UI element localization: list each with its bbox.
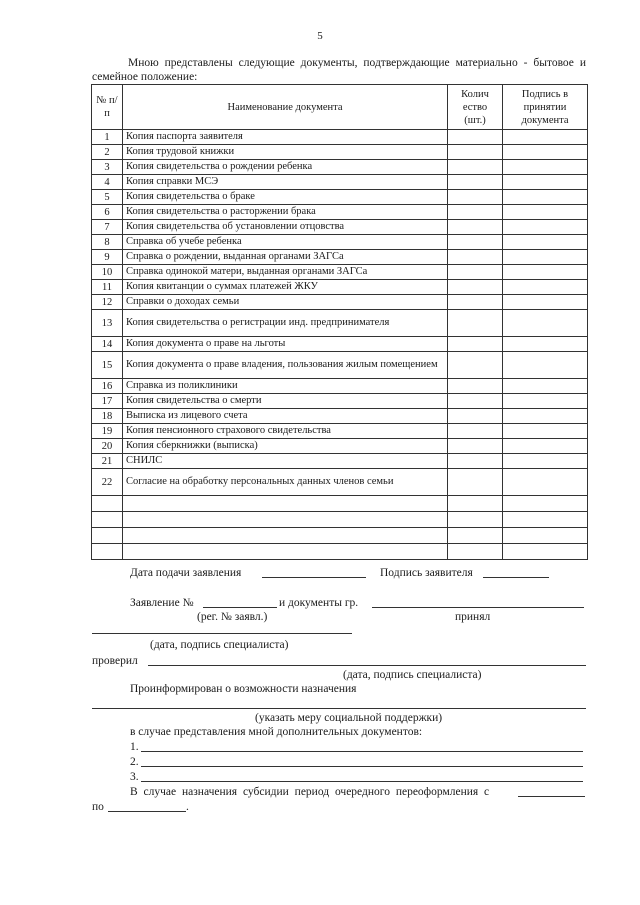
row-signature-cell[interactable]: [503, 250, 588, 265]
blank-row: [92, 496, 588, 512]
row-quantity-cell[interactable]: [448, 205, 503, 220]
row-document-name: Копия свидетельства о смерти: [123, 394, 448, 409]
row-document-name: Выписка из лицевого счета: [123, 409, 448, 424]
row-document-name: Копия трудовой книжки: [123, 145, 448, 160]
blank-cell[interactable]: [123, 496, 448, 512]
blank-cell[interactable]: [92, 528, 123, 544]
table-row: [92, 352, 588, 379]
application-label: Заявление №: [130, 597, 194, 609]
row-number: 18: [92, 409, 123, 424]
row-quantity-cell[interactable]: [448, 469, 503, 496]
docs-label: и документы гр.: [279, 597, 359, 609]
row-quantity-cell[interactable]: [448, 379, 503, 394]
row-quantity-cell[interactable]: [448, 190, 503, 205]
row-document-name: Копия сберкнижки (выписка): [123, 439, 448, 454]
row-number: 5: [92, 190, 123, 205]
row-signature-cell[interactable]: [503, 175, 588, 190]
blank-cell[interactable]: [503, 512, 588, 528]
row-quantity-cell[interactable]: [448, 280, 503, 295]
row-quantity-cell[interactable]: [448, 145, 503, 160]
row-document-name: Копия документа о праве владения, пользования жилым помещением: [123, 352, 448, 379]
row-number: 14: [92, 337, 123, 352]
table-row: [92, 190, 588, 205]
row-number: 12: [92, 295, 123, 310]
row-signature-cell[interactable]: [503, 469, 588, 496]
table-row: [92, 250, 588, 265]
row-signature-cell[interactable]: [503, 409, 588, 424]
table-row: [92, 280, 588, 295]
row-number: 11: [92, 280, 123, 295]
applicant-sign-field[interactable]: [483, 577, 549, 578]
row-document-name: Копия паспорта заявителя: [123, 130, 448, 145]
blank-cell[interactable]: [92, 544, 123, 560]
blank-row: [92, 528, 588, 544]
row-signature-cell[interactable]: [503, 454, 588, 469]
checked-label: проверил: [92, 655, 138, 667]
row-signature-cell[interactable]: [503, 265, 588, 280]
blank-row: [92, 544, 588, 560]
informed-label: Проинформирован о возможности назначения: [130, 683, 357, 695]
row-number: 15: [92, 352, 123, 379]
row-signature-cell[interactable]: [503, 235, 588, 250]
row-number: 8: [92, 235, 123, 250]
row-quantity-cell[interactable]: [448, 265, 503, 280]
documents-table: [91, 84, 588, 560]
row-document-name: Справки о доходах семьи: [123, 295, 448, 310]
date-field[interactable]: [262, 577, 366, 578]
table-row: [92, 424, 588, 439]
blank-cell[interactable]: [448, 544, 503, 560]
reg-label: (рег. № заявл.): [197, 611, 268, 623]
blank-cell[interactable]: [123, 528, 448, 544]
table-row: [92, 130, 588, 145]
additional-label: в случае представления мной дополнительных документов:: [130, 726, 423, 738]
row-quantity-cell[interactable]: [448, 409, 503, 424]
blank-cell[interactable]: [503, 544, 588, 560]
accepted-sign-field[interactable]: [92, 633, 352, 634]
table-row: [92, 310, 588, 337]
table-row: [92, 175, 588, 190]
header-qty: Колич ество (шт.): [448, 85, 503, 130]
item-2-field[interactable]: [141, 766, 583, 767]
row-signature-cell[interactable]: [503, 394, 588, 409]
row-document-name: Копия свидетельства о расторжении брака: [123, 205, 448, 220]
table-row: [92, 454, 588, 469]
intro-text: Мною представлены следующие документы, подтверждающие материально - бытовое и семейное положение:: [92, 57, 586, 83]
row-number: 16: [92, 379, 123, 394]
blank-row: [92, 512, 588, 528]
row-signature-cell[interactable]: [503, 145, 588, 160]
page-number: 5: [317, 30, 323, 42]
row-document-name: Справка об учебе ребенка: [123, 235, 448, 250]
blank-cell[interactable]: [448, 512, 503, 528]
row-quantity-cell[interactable]: [448, 250, 503, 265]
row-signature-cell[interactable]: [503, 190, 588, 205]
row-quantity-cell[interactable]: [448, 235, 503, 250]
row-signature-cell[interactable]: [503, 439, 588, 454]
row-signature-cell[interactable]: [503, 130, 588, 145]
blank-cell[interactable]: [123, 512, 448, 528]
application-number-field[interactable]: [203, 607, 277, 608]
row-number: 1: [92, 130, 123, 145]
blank-cell[interactable]: [503, 496, 588, 512]
row-number: 6: [92, 205, 123, 220]
subsidy-to-field[interactable]: [108, 811, 186, 812]
item-1-label: 1.: [130, 741, 139, 753]
header-num: № п/п: [92, 85, 123, 130]
row-signature-cell[interactable]: [503, 337, 588, 352]
table-row: [92, 469, 588, 496]
row-number: 22: [92, 469, 123, 496]
blank-cell[interactable]: [92, 512, 123, 528]
row-number: 3: [92, 160, 123, 175]
blank-cell[interactable]: [92, 496, 123, 512]
table-row: [92, 145, 588, 160]
checked-sign-field[interactable]: [148, 665, 586, 666]
table-row: [92, 205, 588, 220]
subsidy-label: В случае назначения субсидии период очередного переоформления с: [130, 786, 490, 798]
blank-cell[interactable]: [503, 528, 588, 544]
row-quantity-cell[interactable]: [448, 295, 503, 310]
row-signature-cell[interactable]: [503, 280, 588, 295]
row-signature-cell[interactable]: [503, 310, 588, 337]
row-document-name: Копия свидетельства об установлении отцовства: [123, 220, 448, 235]
row-document-name: СНИЛС: [123, 454, 448, 469]
row-signature-cell[interactable]: [503, 424, 588, 439]
table-row: [92, 220, 588, 235]
row-number: 13: [92, 310, 123, 337]
row-number: 17: [92, 394, 123, 409]
row-signature-cell[interactable]: [503, 205, 588, 220]
applicant-sign-label: Подпись заявителя: [380, 567, 473, 579]
row-document-name: Копия свидетельства о рождении ребенка: [123, 160, 448, 175]
to-label: по: [92, 801, 104, 813]
row-quantity-cell[interactable]: [448, 337, 503, 352]
citizen-name-field[interactable]: [372, 607, 584, 608]
table-header-row: [92, 85, 588, 130]
row-signature-cell[interactable]: [503, 352, 588, 379]
row-number: 10: [92, 265, 123, 280]
row-number: 4: [92, 175, 123, 190]
subsidy-from-field[interactable]: [518, 796, 585, 797]
row-document-name: Копия квитанции о суммах платежей ЖКУ: [123, 280, 448, 295]
row-number: 19: [92, 424, 123, 439]
table-row: [92, 235, 588, 250]
row-document-name: Справка одинокой матери, выданная органами ЗАГСа: [123, 265, 448, 280]
row-quantity-cell[interactable]: [448, 130, 503, 145]
period-end: .: [186, 801, 189, 813]
row-quantity-cell[interactable]: [448, 160, 503, 175]
row-quantity-cell[interactable]: [448, 454, 503, 469]
row-signature-cell[interactable]: [503, 220, 588, 235]
row-quantity-cell[interactable]: [448, 220, 503, 235]
row-quantity-cell[interactable]: [448, 439, 503, 454]
row-number: 20: [92, 439, 123, 454]
item-2-label: 2.: [130, 756, 139, 768]
specialist-caption-1: (дата, подпись специалиста): [150, 639, 289, 651]
table-row: [92, 337, 588, 352]
row-document-name: Справка из поликлиники: [123, 379, 448, 394]
table-row: [92, 394, 588, 409]
blank-cell[interactable]: [448, 496, 503, 512]
table-row: [92, 409, 588, 424]
item-1-field[interactable]: [141, 751, 583, 752]
row-signature-cell[interactable]: [503, 295, 588, 310]
row-document-name: Копия свидетельства о регистрации инд. предпринимателя: [123, 310, 448, 337]
row-document-name: Справка о рождении, выданная органами ЗАГСа: [123, 250, 448, 265]
table-row: [92, 379, 588, 394]
blank-cell[interactable]: [448, 528, 503, 544]
item-3-label: 3.: [130, 771, 139, 783]
row-quantity-cell[interactable]: [448, 424, 503, 439]
row-document-name: Копия справки МСЭ: [123, 175, 448, 190]
row-quantity-cell[interactable]: [448, 310, 503, 337]
row-number: 21: [92, 454, 123, 469]
row-signature-cell[interactable]: [503, 379, 588, 394]
row-quantity-cell[interactable]: [448, 352, 503, 379]
measure-caption: (указать меру социальной поддержки): [255, 712, 443, 724]
date-label: Дата подачи заявления: [130, 567, 242, 579]
row-number: 2: [92, 145, 123, 160]
row-number: 9: [92, 250, 123, 265]
blank-cell[interactable]: [123, 544, 448, 560]
table-row: [92, 265, 588, 280]
row-document-name: Копия пенсионного страхового свидетельства: [123, 424, 448, 439]
specialist-caption-2: (дата, подпись специалиста): [343, 669, 482, 681]
header-sign: Подпись в принятии документа: [503, 85, 588, 130]
row-signature-cell[interactable]: [503, 160, 588, 175]
row-document-name: Согласие на обработку персональных данных членов семьи: [123, 469, 448, 496]
table-row: [92, 160, 588, 175]
row-document-name: Копия документа о праве на льготы: [123, 337, 448, 352]
item-3-field[interactable]: [141, 781, 583, 782]
header-name: Наименование документа: [123, 85, 448, 130]
row-quantity-cell[interactable]: [448, 394, 503, 409]
table-row: [92, 439, 588, 454]
measure-field[interactable]: [92, 708, 586, 709]
row-quantity-cell[interactable]: [448, 175, 503, 190]
row-document-name: Копия свидетельства о браке: [123, 190, 448, 205]
accepted-label: принял: [455, 611, 491, 623]
table-row: [92, 295, 588, 310]
row-number: 7: [92, 220, 123, 235]
